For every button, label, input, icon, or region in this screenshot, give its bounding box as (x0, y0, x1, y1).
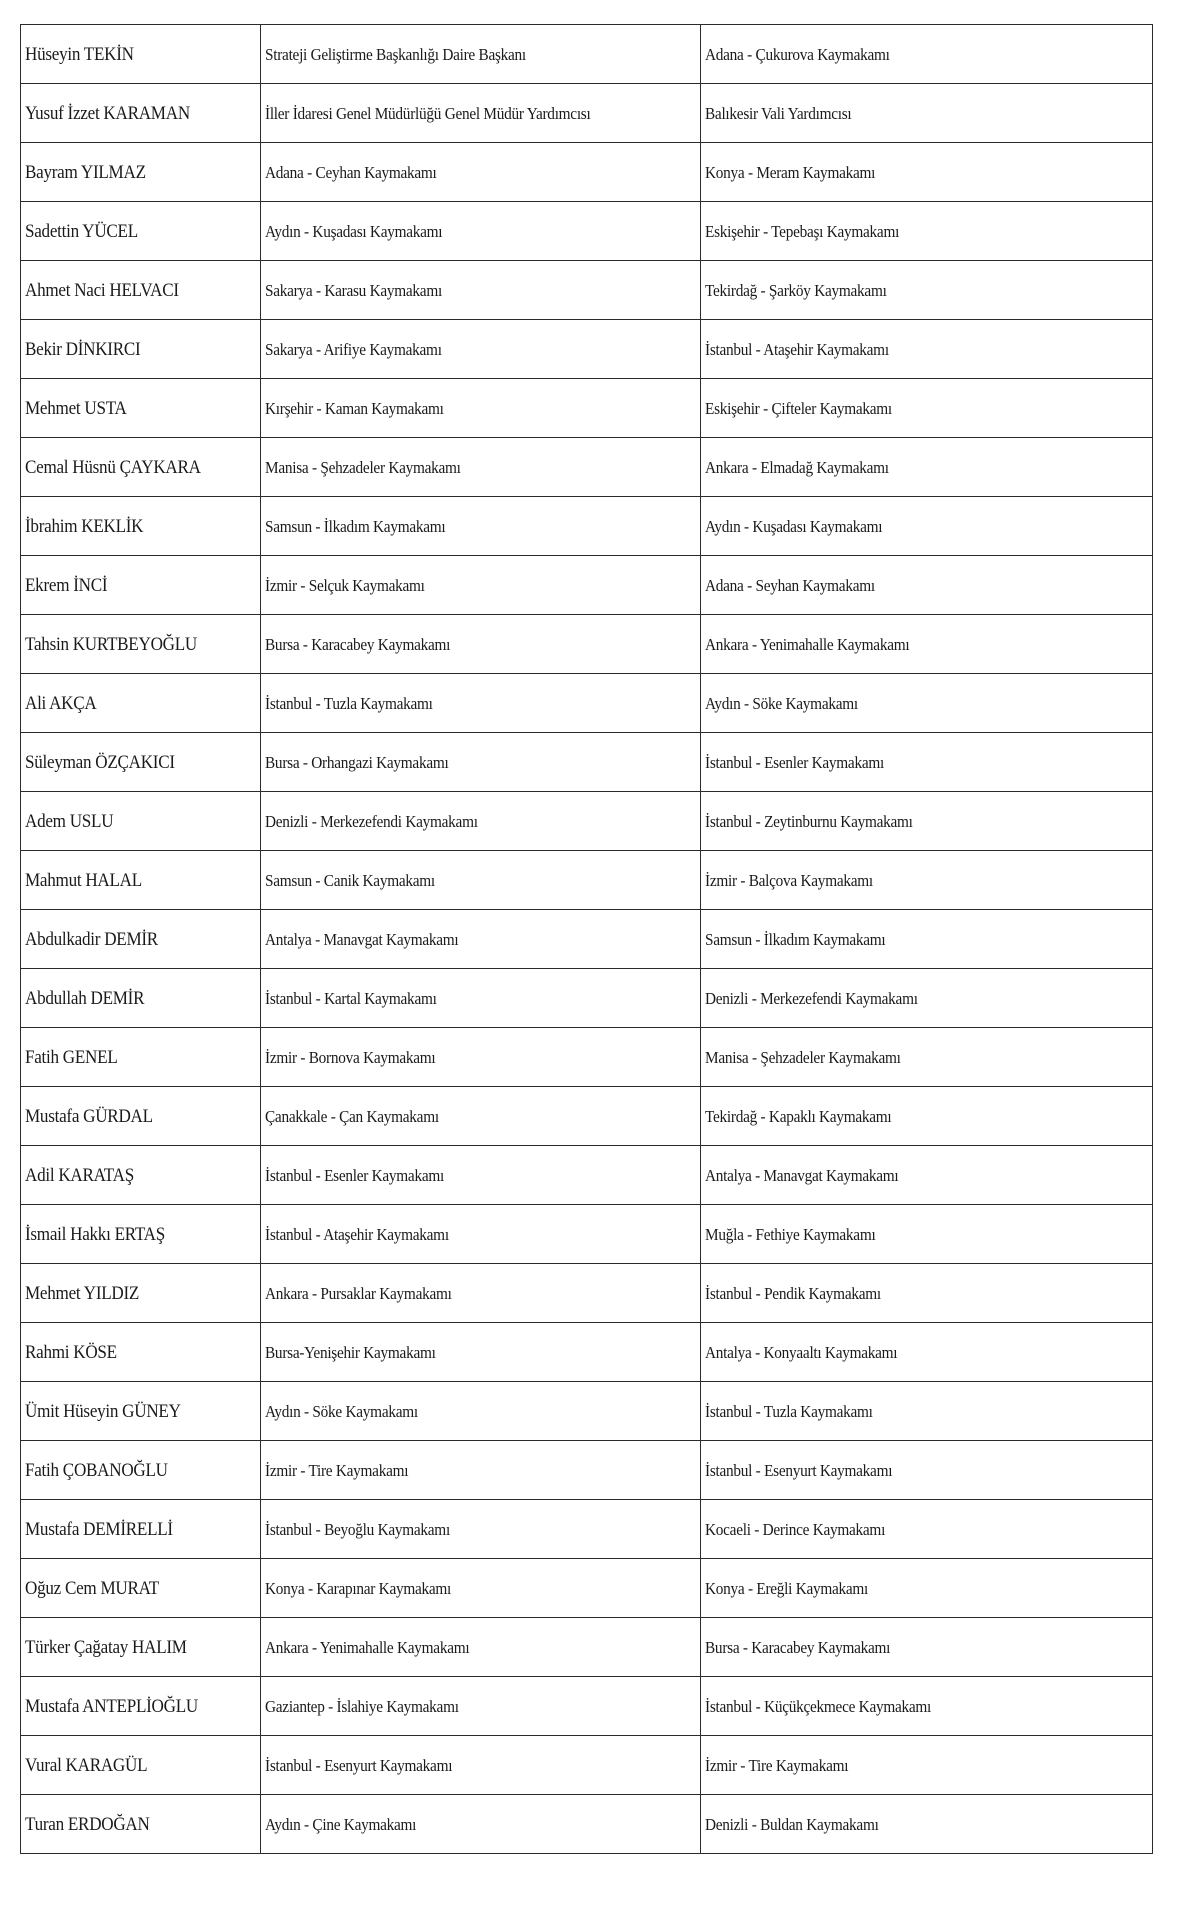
table-row (21, 851, 1153, 910)
current-position-text: Bursa-Yenişehir Kaymakamı (265, 1342, 436, 1362)
person-name-text: Fatih GENEL (25, 1046, 118, 1068)
current-position-cell (261, 851, 701, 910)
person-name-cell (21, 320, 261, 379)
new-position-text: İstanbul - Tuzla Kaymakamı (705, 1401, 873, 1421)
person-name-text: Abdullah DEMİR (25, 987, 145, 1009)
person-name-cell (21, 25, 261, 84)
table-row (21, 1205, 1153, 1264)
new-position-text: Bursa - Karacabey Kaymakamı (705, 1637, 891, 1657)
new-position-text: İstanbul - Zeytinburnu Kaymakamı (705, 811, 913, 831)
current-position-text: Gaziantep - İslahiye Kaymakamı (265, 1696, 459, 1716)
table-row (21, 1087, 1153, 1146)
person-name-cell (21, 969, 261, 1028)
person-name-text: Cemal Hüsnü ÇAYKARA (25, 456, 201, 478)
person-name-cell (21, 792, 261, 851)
new-position-text: Samsun - İlkadım Kaymakamı (705, 929, 886, 949)
new-position-cell (701, 25, 1153, 84)
current-position-text: İstanbul - Esenyurt Kaymakamı (265, 1755, 453, 1775)
person-name-text: Mehmet USTA (25, 397, 127, 419)
table-row (21, 674, 1153, 733)
table-row (21, 1618, 1153, 1677)
new-position-text: İstanbul - Küçükçekmece Kaymakamı (705, 1696, 932, 1716)
new-position-text: Antalya - Konyaaltı Kaymakamı (705, 1342, 898, 1362)
person-name-cell (21, 1323, 261, 1382)
current-position-text: İzmir - Selçuk Kaymakamı (265, 575, 425, 595)
person-name-cell (21, 733, 261, 792)
person-name-cell (21, 1205, 261, 1264)
new-position-cell (701, 1028, 1153, 1087)
new-position-cell (701, 969, 1153, 1028)
new-position-text: Kocaeli - Derince Kaymakamı (705, 1519, 886, 1539)
table-row (21, 261, 1153, 320)
new-position-cell (701, 261, 1153, 320)
person-name-text: İsmail Hakkı ERTAŞ (25, 1223, 165, 1245)
person-name-text: Yusuf İzzet KARAMAN (25, 102, 190, 124)
person-name-text: İbrahim KEKLİK (25, 515, 144, 537)
current-position-cell (261, 1559, 701, 1618)
person-name-cell (21, 1382, 261, 1441)
current-position-cell (261, 969, 701, 1028)
new-position-text: İzmir - Tire Kaymakamı (705, 1755, 849, 1775)
new-position-cell (701, 1559, 1153, 1618)
table-row (21, 84, 1153, 143)
table-row (21, 733, 1153, 792)
table-row (21, 556, 1153, 615)
new-position-text: İstanbul - Ataşehir Kaymakamı (705, 339, 889, 359)
current-position-text: Samsun - Canik Kaymakamı (265, 870, 435, 890)
current-position-cell (261, 792, 701, 851)
person-name-cell (21, 1028, 261, 1087)
current-position-text: Çanakkale - Çan Kaymakamı (265, 1106, 439, 1126)
current-position-cell (261, 497, 701, 556)
current-position-text: İstanbul - Esenler Kaymakamı (265, 1165, 444, 1185)
table-row (21, 497, 1153, 556)
person-name-cell (21, 615, 261, 674)
person-name-cell (21, 1146, 261, 1205)
person-name-text: Mehmet YILDIZ (25, 1282, 140, 1304)
current-position-cell (261, 1323, 701, 1382)
person-name-text: Tahsin KURTBEYOĞLU (25, 633, 197, 655)
new-position-text: Denizli - Merkezefendi Kaymakamı (705, 988, 918, 1008)
person-name-cell (21, 1795, 261, 1854)
new-position-cell (701, 202, 1153, 261)
current-position-cell (261, 1500, 701, 1559)
person-name-text: Bekir DİNKIRCI (25, 338, 141, 360)
person-name-cell (21, 1264, 261, 1323)
current-position-text: Sakarya - Karasu Kaymakamı (265, 280, 442, 300)
new-position-cell (701, 1500, 1153, 1559)
new-position-text: Ankara - Elmadağ Kaymakamı (705, 457, 889, 477)
table-row (21, 202, 1153, 261)
person-name-text: Mustafa ANTEPLİOĞLU (25, 1695, 198, 1717)
person-name-text: Süleyman ÖZÇAKICI (25, 751, 175, 773)
person-name-text: Rahmi KÖSE (25, 1341, 117, 1363)
new-position-text: Balıkesir Vali Yardımcısı (705, 103, 852, 123)
person-name-cell (21, 1500, 261, 1559)
table-row (21, 615, 1153, 674)
current-position-cell (261, 320, 701, 379)
person-name-text: Bayram YILMAZ (25, 161, 146, 183)
person-name-cell (21, 1559, 261, 1618)
new-position-text: İzmir - Balçova Kaymakamı (705, 870, 873, 890)
person-name-cell (21, 556, 261, 615)
current-position-text: İzmir - Bornova Kaymakamı (265, 1047, 436, 1067)
person-name-text: Turan ERDOĞAN (25, 1813, 150, 1835)
table-row (21, 1559, 1153, 1618)
current-position-cell (261, 1618, 701, 1677)
current-position-text: Antalya - Manavgat Kaymakamı (265, 929, 459, 949)
new-position-cell (701, 733, 1153, 792)
new-position-cell (701, 1264, 1153, 1323)
current-position-cell (261, 910, 701, 969)
current-position-cell (261, 1028, 701, 1087)
table-row (21, 1382, 1153, 1441)
current-position-text: Konya - Karapınar Kaymakamı (265, 1578, 452, 1598)
new-position-cell (701, 674, 1153, 733)
current-position-cell (261, 733, 701, 792)
current-position-cell (261, 1087, 701, 1146)
current-position-cell (261, 1205, 701, 1264)
current-position-cell (261, 615, 701, 674)
current-position-text: İzmir - Tire Kaymakamı (265, 1460, 409, 1480)
new-position-text: Aydın - Kuşadası Kaymakamı (705, 516, 883, 536)
new-position-cell (701, 379, 1153, 438)
person-name-cell (21, 1736, 261, 1795)
current-position-text: İstanbul - Tuzla Kaymakamı (265, 693, 433, 713)
person-name-cell (21, 674, 261, 733)
person-name-text: Sadettin YÜCEL (25, 220, 138, 242)
new-position-text: Antalya - Manavgat Kaymakamı (705, 1165, 899, 1185)
appointments-table-body (21, 25, 1153, 1854)
current-position-text: İller İdaresi Genel Müdürlüğü Genel Müdür Yardımcısı (265, 103, 591, 123)
new-position-cell (701, 320, 1153, 379)
new-position-cell (701, 1146, 1153, 1205)
current-position-cell (261, 84, 701, 143)
current-position-cell (261, 1264, 701, 1323)
current-position-cell (261, 438, 701, 497)
new-position-cell (701, 1618, 1153, 1677)
table-row (21, 1795, 1153, 1854)
table-row (21, 1264, 1153, 1323)
person-name-cell (21, 910, 261, 969)
person-name-cell (21, 261, 261, 320)
person-name-cell (21, 1087, 261, 1146)
table-row (21, 910, 1153, 969)
person-name-text: Hüseyin TEKİN (25, 43, 134, 65)
table-row (21, 1500, 1153, 1559)
new-position-cell (701, 438, 1153, 497)
new-position-text: Konya - Meram Kaymakamı (705, 162, 876, 182)
current-position-cell (261, 202, 701, 261)
person-name-text: Ali AKÇA (25, 692, 97, 714)
person-name-cell (21, 202, 261, 261)
current-position-text: Sakarya - Arifiye Kaymakamı (265, 339, 442, 359)
person-name-text: Türker Çağatay HALIM (25, 1636, 187, 1658)
table-row (21, 1028, 1153, 1087)
current-position-cell (261, 1795, 701, 1854)
person-name-cell (21, 851, 261, 910)
new-position-text: Muğla - Fethiye Kaymakamı (705, 1224, 876, 1244)
new-position-cell (701, 851, 1153, 910)
new-position-text: Adana - Çukurova Kaymakamı (705, 44, 890, 64)
table-row (21, 792, 1153, 851)
new-position-cell (701, 1205, 1153, 1264)
table-row (21, 438, 1153, 497)
new-position-text: Aydın - Söke Kaymakamı (705, 693, 858, 713)
new-position-cell (701, 1795, 1153, 1854)
person-name-text: Adil KARATAŞ (25, 1164, 134, 1186)
person-name-text: Ahmet Naci HELVACI (25, 279, 179, 301)
current-position-cell (261, 1677, 701, 1736)
current-position-cell (261, 261, 701, 320)
new-position-cell (701, 1323, 1153, 1382)
current-position-text: Samsun - İlkadım Kaymakamı (265, 516, 446, 536)
person-name-text: Adem USLU (25, 810, 114, 832)
new-position-cell (701, 84, 1153, 143)
person-name-cell (21, 438, 261, 497)
current-position-cell (261, 674, 701, 733)
person-name-text: Mustafa DEMİRELLİ (25, 1518, 173, 1540)
person-name-text: Mahmut HALAL (25, 869, 142, 891)
new-position-cell (701, 556, 1153, 615)
person-name-text: Vural KARAGÜL (25, 1754, 148, 1776)
new-position-text: Denizli - Buldan Kaymakamı (705, 1814, 879, 1834)
new-position-cell (701, 143, 1153, 202)
new-position-cell (701, 792, 1153, 851)
table-row (21, 143, 1153, 202)
table-row (21, 379, 1153, 438)
current-position-text: Kırşehir - Kaman Kaymakamı (265, 398, 444, 418)
current-position-text: Strateji Geliştirme Başkanlığı Daire Başkanı (265, 44, 526, 64)
person-name-cell (21, 497, 261, 556)
person-name-text: Oğuz Cem MURAT (25, 1577, 159, 1599)
new-position-cell (701, 1677, 1153, 1736)
current-position-cell (261, 379, 701, 438)
table-row (21, 1736, 1153, 1795)
current-position-text: İstanbul - Kartal Kaymakamı (265, 988, 437, 1008)
new-position-text: İstanbul - Esenler Kaymakamı (705, 752, 884, 772)
person-name-text: Mustafa GÜRDAL (25, 1105, 153, 1127)
table-row (21, 1441, 1153, 1500)
new-position-text: Ankara - Yenimahalle Kaymakamı (705, 634, 910, 654)
person-name-cell (21, 84, 261, 143)
new-position-cell (701, 1441, 1153, 1500)
new-position-cell (701, 1736, 1153, 1795)
new-position-cell (701, 1087, 1153, 1146)
person-name-text: Abdulkadir DEMİR (25, 928, 158, 950)
current-position-cell (261, 143, 701, 202)
current-position-text: Bursa - Karacabey Kaymakamı (265, 634, 451, 654)
person-name-cell (21, 379, 261, 438)
new-position-cell (701, 497, 1153, 556)
current-position-text: İstanbul - Beyoğlu Kaymakamı (265, 1519, 450, 1539)
current-position-cell (261, 1736, 701, 1795)
current-position-cell (261, 556, 701, 615)
current-position-text: Bursa - Orhangazi Kaymakamı (265, 752, 449, 772)
current-position-text: Adana - Ceyhan Kaymakamı (265, 162, 437, 182)
current-position-text: Aydın - Söke Kaymakamı (265, 1401, 418, 1421)
person-name-cell (21, 1618, 261, 1677)
table-row (21, 1323, 1153, 1382)
person-name-text: Ekrem İNCİ (25, 574, 108, 596)
current-position-cell (261, 1382, 701, 1441)
new-position-cell (701, 910, 1153, 969)
table-row (21, 969, 1153, 1028)
current-position-text: İstanbul - Ataşehir Kaymakamı (265, 1224, 449, 1244)
new-position-text: Eskişehir - Tepebaşı Kaymakamı (705, 221, 900, 241)
table-row (21, 25, 1153, 84)
current-position-text: Aydın - Kuşadası Kaymakamı (265, 221, 443, 241)
new-position-text: Tekirdağ - Şarköy Kaymakamı (705, 280, 887, 300)
table-row (21, 1146, 1153, 1205)
current-position-text: Aydın - Çine Kaymakamı (265, 1814, 417, 1834)
person-name-text: Ümit Hüseyin GÜNEY (25, 1400, 181, 1422)
new-position-cell (701, 615, 1153, 674)
person-name-cell (21, 1677, 261, 1736)
new-position-text: Eskişehir - Çifteler Kaymakamı (705, 398, 892, 418)
current-position-cell (261, 1441, 701, 1500)
current-position-text: Ankara - Pursaklar Kaymakamı (265, 1283, 452, 1303)
new-position-cell (701, 1382, 1153, 1441)
new-position-text: Manisa - Şehzadeler Kaymakamı (705, 1047, 901, 1067)
appointments-table (20, 24, 1153, 1854)
new-position-text: Konya - Ereğli Kaymakamı (705, 1578, 869, 1598)
table-row (21, 1677, 1153, 1736)
new-position-text: Adana - Seyhan Kaymakamı (705, 575, 875, 595)
person-name-cell (21, 143, 261, 202)
current-position-text: Ankara - Yenimahalle Kaymakamı (265, 1637, 470, 1657)
person-name-cell (21, 1441, 261, 1500)
table-row (21, 320, 1153, 379)
person-name-text: Fatih ÇOBANOĞLU (25, 1459, 168, 1481)
current-position-cell (261, 1146, 701, 1205)
new-position-text: İstanbul - Pendik Kaymakamı (705, 1283, 881, 1303)
current-position-text: Denizli - Merkezefendi Kaymakamı (265, 811, 478, 831)
current-position-cell (261, 25, 701, 84)
new-position-text: İstanbul - Esenyurt Kaymakamı (705, 1460, 893, 1480)
current-position-text: Manisa - Şehzadeler Kaymakamı (265, 457, 461, 477)
new-position-text: Tekirdağ - Kapaklı Kaymakamı (705, 1106, 892, 1126)
